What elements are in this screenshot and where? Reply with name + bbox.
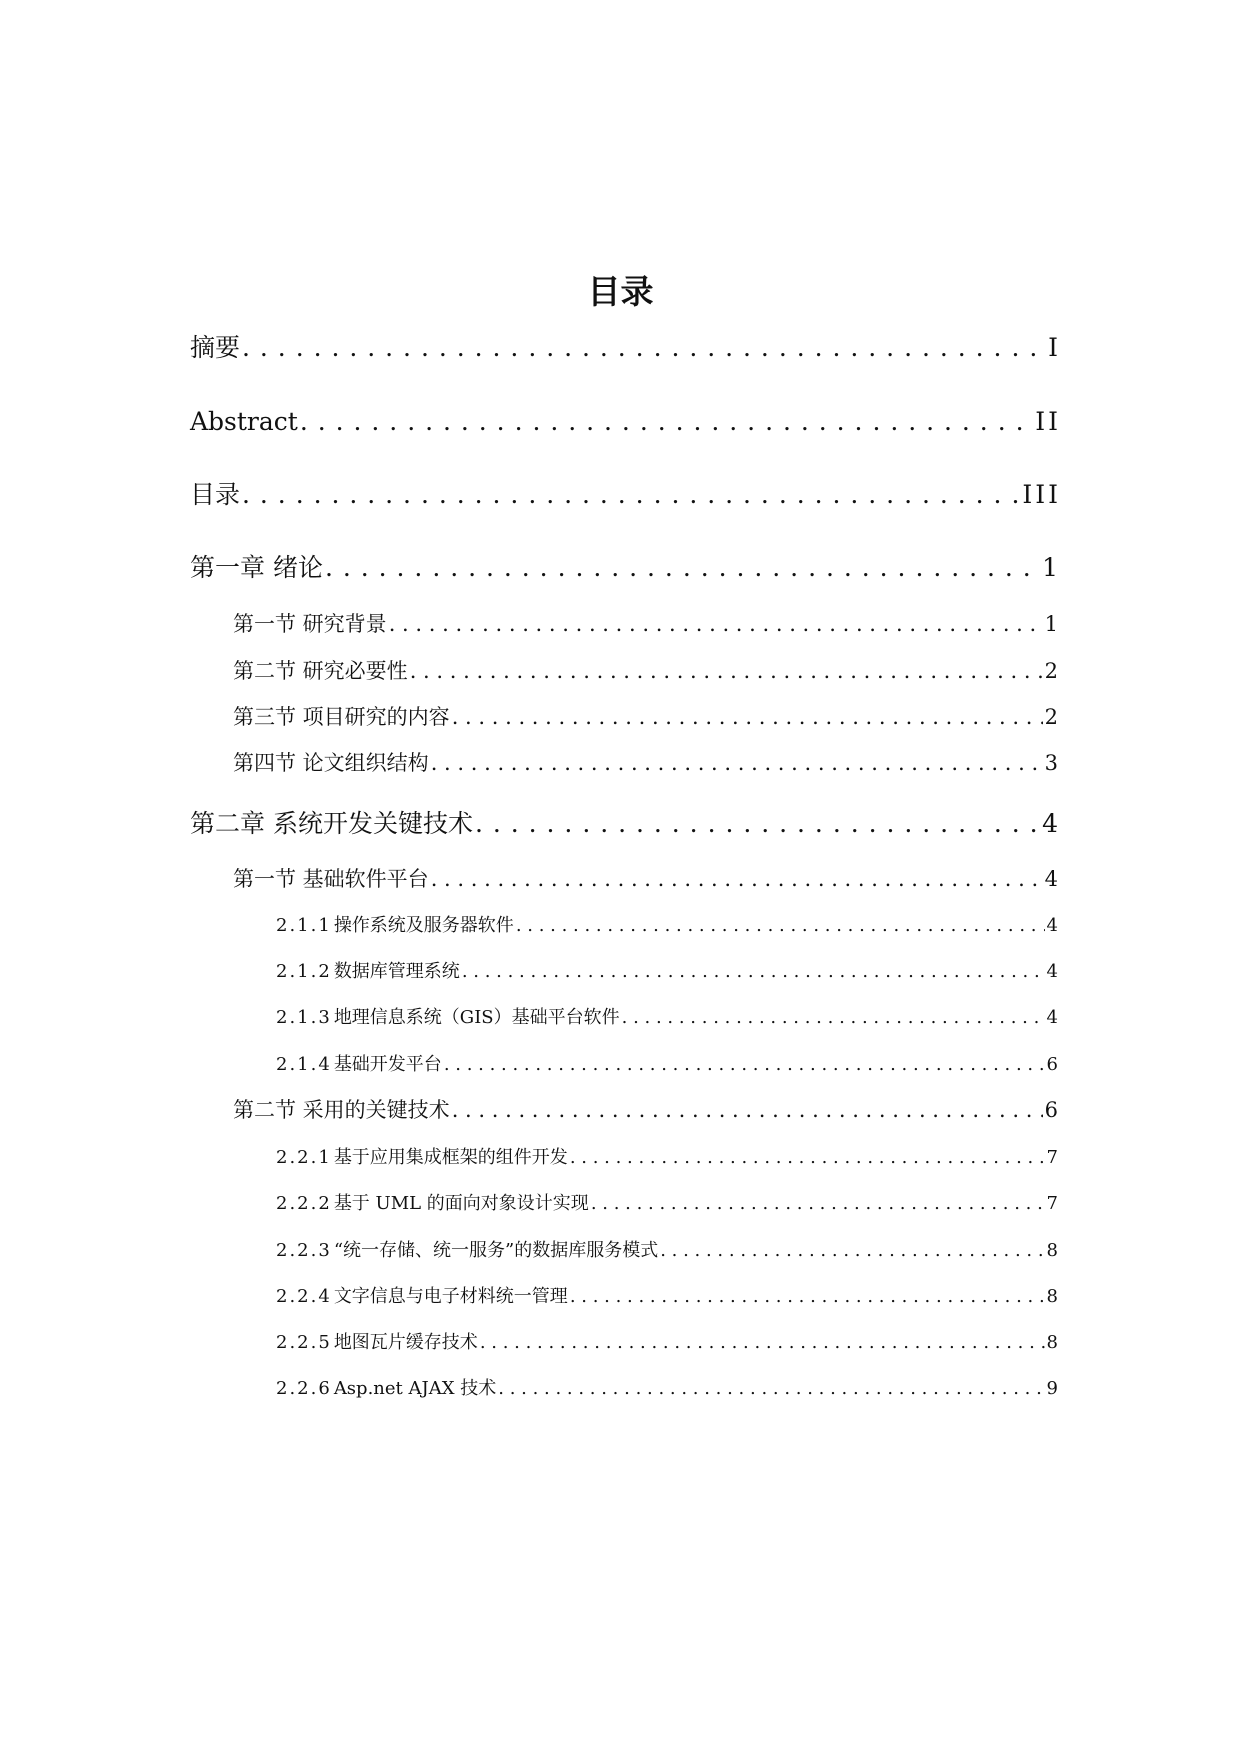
toc-entry-label [276,1050,442,1080]
toc-entry-label: 目录 [190,480,241,509]
dot-leader [410,655,1043,687]
toc-entry-contents[interactable] [190,476,1061,514]
toc-entry-label: 第二章 系统开发关键技术 [190,809,473,838]
toc-entry-section-1-4[interactable] [233,747,1061,779]
toc-entry-2-2-2[interactable] [276,1189,1061,1219]
dot-leader [498,1374,1044,1404]
toc-entry-label [276,1003,620,1033]
dot-leader [660,1236,1044,1266]
toc-entry-text: 文字信息与电子材料统一管理 [333,1286,568,1307]
toc-entry-number: 2.2.3 [276,1240,332,1261]
toc-entry-number: 2.2.5 [276,1332,332,1353]
dot-leader [242,476,1020,514]
dot-leader [570,1143,1045,1173]
dot-leader [431,863,1043,895]
toc-entry-label [276,1282,568,1312]
toc-entry-2-2-4[interactable] [276,1282,1061,1312]
toc-entry-section-2-1[interactable] [233,863,1061,895]
toc-page-number: I [1048,333,1061,362]
toc-entry-abstract-cn[interactable] [190,329,1061,367]
toc-entry-label: 第四节 论文组织结构 [233,751,429,775]
toc-page-number: III [1022,480,1061,509]
toc-title: 目录 [587,272,654,311]
toc-entry-label [276,1143,568,1173]
toc-entry-number: 2.1.3 [276,1007,332,1028]
dot-leader [480,1328,1045,1358]
toc-page-number: 4 [1046,915,1061,936]
toc-page-number: 9 [1046,1378,1061,1399]
toc-entry-label [276,911,514,941]
toc-page-number: 4 [1046,1007,1061,1028]
toc-entry-2-1-2[interactable] [276,957,1061,987]
toc-entry-number: 2.2.4 [276,1286,332,1307]
dot-leader [475,805,1040,843]
toc-entry-number: 2.2.1 [276,1147,332,1168]
toc-entry-2-2-1[interactable] [276,1143,1061,1173]
toc-entry-text: Asp.net AJAX 技术 [333,1378,497,1399]
toc-entry-2-2-5[interactable] [276,1328,1061,1358]
toc-entry-abstract-en[interactable] [190,403,1061,441]
toc-entry-label: 第二节 研究必要性 [233,659,408,683]
toc-entry-2-1-3[interactable] [276,1003,1061,1033]
dot-leader [622,1003,1045,1033]
dot-leader [570,1282,1045,1312]
toc-entry-number: 2.1.4 [276,1054,332,1075]
toc-entry-text: 操作系统及服务器软件 [333,915,514,936]
toc-entry-text: 数据库管理系统 [333,961,460,982]
toc-page-number: 1 [1042,553,1061,582]
dot-leader [444,1050,1045,1080]
toc-page-number: 3 [1044,751,1061,775]
toc-entry-label [276,1328,478,1358]
toc-entry-section-1-1[interactable] [233,608,1061,640]
toc-entry-label: 第一章 绪论 [190,553,323,582]
toc-entry-2-1-1[interactable] [276,911,1061,941]
toc-entry-section-1-2[interactable] [233,655,1061,687]
toc-entry-chapter-2[interactable] [190,805,1061,843]
toc-entry-label: 第三节 项目研究的内容 [233,705,450,729]
toc-entry-label [276,1374,496,1404]
toc-entry-label [276,957,460,987]
toc-entry-label: 第二节 采用的关键技术 [233,1098,450,1122]
dot-leader [462,957,1045,987]
dot-leader [389,608,1043,640]
dot-leader [452,1094,1043,1126]
toc-entry-section-1-3[interactable] [233,701,1061,733]
toc-page-number: 7 [1046,1193,1061,1214]
toc-entry-2-1-4[interactable] [276,1050,1061,1080]
dot-leader [300,403,1033,441]
toc-page-number: 1 [1044,612,1061,636]
dot-leader [516,911,1045,941]
toc-entry-text: “统一存储、统一服务”的数据库服务模式 [333,1240,659,1261]
toc-page-number: 8 [1046,1332,1061,1353]
dot-leader [452,701,1043,733]
toc-entry-text: 基于 UML 的面向对象设计实现 [333,1193,589,1214]
dot-leader [591,1189,1045,1219]
toc-page-number: 4 [1042,809,1061,838]
toc-page-number: 8 [1046,1286,1061,1307]
toc-entry-label: Abstract [190,407,298,436]
toc-page-number: 6 [1046,1054,1061,1075]
toc-entry-number: 2.1.1 [276,915,332,936]
toc-entry-text: 基于应用集成框架的组件开发 [333,1147,568,1168]
dot-leader [325,549,1040,587]
toc-entry-number: 2.2.2 [276,1193,332,1214]
dot-leader [242,329,1046,367]
toc-page-number: 4 [1046,961,1061,982]
toc-entry-2-2-6[interactable] [276,1374,1061,1404]
toc-entry-label: 第一节 研究背景 [233,612,387,636]
dot-leader [431,747,1043,779]
toc-entry-label [276,1189,589,1219]
toc-page-number: 2 [1044,659,1061,683]
toc-entry-text: 基础开发平台 [333,1054,442,1075]
toc-entry-text: 地图瓦片缓存技术 [333,1332,478,1353]
toc-entry-label: 摘要 [190,333,241,362]
toc-page-number: 8 [1046,1240,1061,1261]
toc-page-number: II [1035,407,1061,436]
toc-page-number: 2 [1044,705,1061,729]
toc-entry-label: 第一节 基础软件平台 [233,867,429,891]
toc-entry-text: 地理信息系统（GIS）基础平台软件 [333,1007,620,1028]
toc-entry-label [276,1236,658,1266]
toc-page-number: 4 [1044,867,1061,891]
toc-entry-section-2-2[interactable] [233,1094,1061,1126]
toc-page-number: 6 [1044,1098,1061,1122]
toc-entry-2-2-3[interactable] [276,1236,1061,1266]
toc-entry-number: 2.2.6 [276,1378,332,1399]
toc-page-number: 7 [1046,1147,1061,1168]
toc-entry-number: 2.1.2 [276,961,332,982]
toc-entry-chapter-1[interactable] [190,549,1061,587]
